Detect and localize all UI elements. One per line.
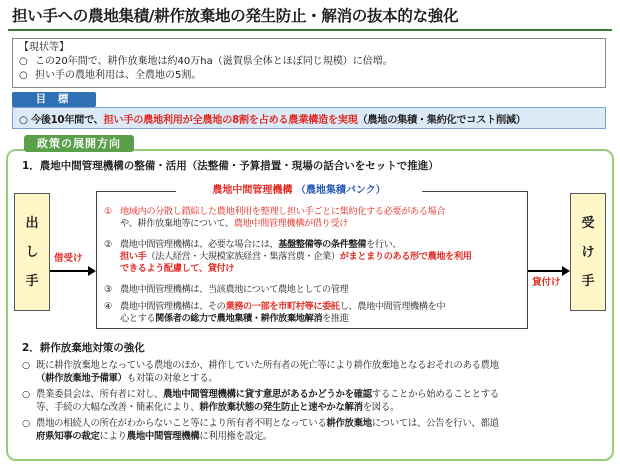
borrower-char: け <box>581 245 595 260</box>
borrower-box <box>570 193 606 311</box>
item-text: 心とする <box>120 313 156 324</box>
goal-pre: 今後10年間で、 <box>30 115 104 126</box>
goal-tab: 目 標 <box>12 92 96 107</box>
bank-name: 農地中間管理機構 <box>212 185 293 196</box>
item-text: も対策の対象とする。 <box>126 372 218 384</box>
lease-out-label: 貸付け <box>532 277 561 288</box>
bank-item-2 <box>104 239 528 275</box>
item-text: 農地中間管理機構は、その <box>120 301 226 312</box>
lease-in-arrow-icon <box>88 266 96 276</box>
item-text: 等、手続の大幅な改善・簡素化により、 <box>36 401 200 413</box>
item-text: を推進 <box>322 313 349 324</box>
bullet-icon: ○ <box>19 70 28 81</box>
borrower-char: 手 <box>581 274 595 289</box>
item-number: ④ <box>104 301 112 312</box>
item-text: 業務の一部を市町村等に委託 <box>225 301 340 312</box>
abandoned-land-item-1 <box>22 360 612 385</box>
item-text: については、公告を行い、都道 <box>371 418 499 429</box>
lender-char: 出 <box>25 216 39 231</box>
item-text: を図る。 <box>362 401 400 413</box>
title-underline <box>8 29 612 31</box>
item-text: 関係者の総力で農地集積・耕作放棄地解消 <box>155 313 323 324</box>
page-title: 担い手への農地集積/耕作放棄地の発生防止・解消の抜本的な強化 <box>12 7 459 25</box>
item-text: 府県知事の裁定 <box>36 430 100 442</box>
lease-in-arrow-line <box>50 270 88 272</box>
item-text: 農地の相続人の所在がわからないこと等により所有者不明となっている <box>36 418 327 429</box>
item-text: 農業委員会は、所有者に対し、 <box>36 389 164 400</box>
borrower-char: 受 <box>581 216 595 231</box>
status-header: 【現状等】 <box>19 42 69 53</box>
item-text: することから始めることとする <box>371 389 499 400</box>
goal-bullet: ○ <box>19 115 28 126</box>
bullet-icon: ○ <box>22 360 30 371</box>
abandoned-land-item-3 <box>22 418 612 443</box>
item-number: ③ <box>104 284 112 295</box>
abandoned-land-item-2 <box>22 389 612 414</box>
lease-in-label: 借受け <box>54 253 83 264</box>
item-text: （法人経営・大規模家族経営・集落営農・企業） <box>146 251 340 262</box>
status-item <box>19 69 599 83</box>
item-text: 農地中間管理機構は、必要な場合には、 <box>120 239 279 250</box>
item-number: ② <box>104 239 112 250</box>
bank-item-4 <box>104 301 528 325</box>
status-item-text: 担い手の農地利用は、全農地の5割。 <box>35 70 202 81</box>
item-text: や、耕作放棄地等について、 <box>120 218 234 229</box>
bullet-icon: ○ <box>22 389 30 400</box>
section-1-heading: 1．農地中間管理機構の整備・活用（法整備・予算措置・現場の話合いをセットで推進） <box>22 160 439 172</box>
item-text: 地域内の分散し錯綜した農地利用を整理し担い手ごとに集約化する必要がある場合 <box>120 206 446 217</box>
item-text: できるよう配慮して、貸付け <box>120 263 235 274</box>
farmland-bank-title <box>176 183 422 199</box>
bank-item-1 <box>104 206 528 230</box>
item-text: を行い、 <box>366 239 402 250</box>
bullet-icon: ○ <box>19 56 28 67</box>
lease-out-arrow-line <box>528 270 562 272</box>
item-text: 農地中間管理機構に貸す意思があるかどうかを確認 <box>163 389 372 400</box>
item-text: 農地中間管理機構が借り受け <box>233 218 348 229</box>
current-status-box <box>12 38 606 88</box>
item-text: 基盤整備等の条件整備 <box>278 239 367 250</box>
item-text: 農地中間管理機構 <box>126 430 200 442</box>
item-text: 耕作放棄地 <box>326 418 372 429</box>
bank-item-3 <box>104 284 528 296</box>
item-text: （耕作放棄地予備軍） <box>36 372 127 384</box>
item-text: により <box>99 430 127 442</box>
goal-box <box>12 107 606 129</box>
goal-post: （農地の集積・集約化でコスト削減） <box>357 115 526 126</box>
item-text: に利用権を設定。 <box>199 430 272 442</box>
item-number: ① <box>104 206 112 217</box>
bullet-icon: ○ <box>22 418 30 429</box>
lease-out-arrow-icon <box>562 266 570 276</box>
item-text: し、農地中間管理機構を中 <box>339 301 446 312</box>
goal-highlight: 担い手の農地利用が全農地の8割を占める農業構造を実現 <box>103 115 358 126</box>
item-text: 農地中間管理機構は、当該農地について農地としての管理 <box>120 284 349 295</box>
lender-char: 手 <box>25 274 39 289</box>
policy-tab: 政策の展開方向 <box>24 135 134 152</box>
lender-box <box>14 193 50 311</box>
section-2-heading: 2．耕作放棄地対策の強化 <box>22 342 145 354</box>
item-text: 耕作放棄状態の発生防止と速やかな解消 <box>199 401 363 413</box>
lender-char: し <box>25 245 39 260</box>
status-item <box>19 55 599 69</box>
item-text: 担い手 <box>120 251 147 262</box>
status-item-text: この20年間で、耕作放棄地は約40万ha（滋賀県全体とほぼ同じ規模）に倍増。 <box>35 56 393 67</box>
bank-alias: （農地集積バンク） <box>295 185 386 196</box>
item-text: がまとまりのある形で農地を利用 <box>339 251 472 262</box>
item-text: 既に耕作放棄地となっている農地のほか、耕作していた所有者の死亡等により耕作放棄地となるおそれのある農地 <box>36 360 499 371</box>
